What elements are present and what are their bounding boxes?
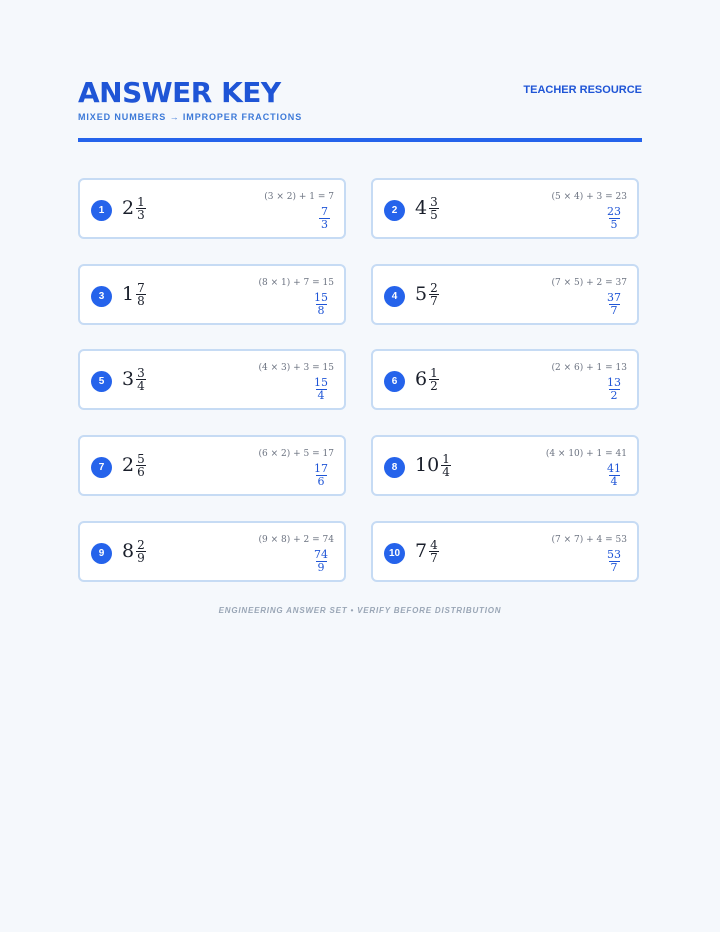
mixed-number [415, 453, 451, 478]
answer-numerator: 41 [607, 462, 621, 475]
answer-card-3 [78, 264, 346, 325]
whole-part: 5 [415, 283, 428, 305]
answer-numerator: 15 [314, 376, 328, 389]
problem-number-badge: 4 [384, 286, 405, 307]
answer-card-5 [78, 349, 346, 410]
answer-numerator: 13 [607, 376, 621, 389]
improper-fraction-answer [605, 463, 623, 488]
answer-card-6 [371, 349, 639, 410]
denominator: 6 [137, 465, 145, 479]
denominator: 9 [137, 551, 145, 565]
whole-part: 3 [122, 368, 135, 390]
work-step: (7 × 5) + 2 = 37 [551, 278, 627, 288]
whole-part: 7 [415, 540, 428, 562]
whole-part: 10 [415, 454, 440, 476]
improper-fraction-answer [312, 463, 330, 488]
fraction-part [136, 367, 146, 392]
improper-fraction-answer [605, 292, 623, 317]
answer-denominator: 6 [317, 475, 325, 488]
problem-number-badge: 2 [384, 200, 405, 221]
problem-number-badge: 7 [91, 457, 112, 478]
whole-part: 8 [122, 540, 135, 562]
numerator: 3 [430, 195, 438, 209]
denominator: 3 [137, 208, 145, 222]
numerator: 5 [137, 452, 145, 466]
mixed-number [122, 539, 146, 564]
answer-denominator: 7 [610, 561, 618, 574]
whole-part: 2 [122, 197, 135, 219]
answer-card-7 [78, 435, 346, 496]
whole-part: 2 [122, 454, 135, 476]
whole-part: 4 [415, 197, 428, 219]
numerator: 1 [442, 452, 450, 466]
answer-card-9 [78, 521, 346, 582]
improper-fraction-answer [312, 377, 330, 402]
header-divider [78, 138, 642, 142]
answer-denominator: 4 [317, 389, 325, 402]
whole-part: 6 [415, 368, 428, 390]
mixed-number [415, 367, 439, 392]
improper-fraction-answer [312, 292, 330, 317]
page-title: ANSWER KEY [78, 76, 281, 109]
fraction-part [429, 196, 439, 221]
improper-fraction-answer [312, 549, 330, 574]
denominator: 2 [430, 379, 438, 393]
footer-note: ENGINEERING ANSWER SET • VERIFY BEFORE DISTRIBUTION [218, 606, 502, 615]
answer-denominator: 9 [317, 561, 325, 574]
problem-number-badge: 5 [91, 371, 112, 392]
work-step: (5 × 4) + 3 = 23 [551, 192, 627, 202]
answer-numerator: 15 [314, 291, 328, 304]
numerator: 2 [137, 538, 145, 552]
mixed-number [122, 196, 146, 221]
improper-fraction-answer [605, 549, 623, 574]
answer-grid [78, 178, 642, 586]
numerator: 1 [430, 366, 438, 380]
work-step: (6 × 2) + 5 = 17 [258, 449, 334, 459]
answer-numerator: 37 [607, 291, 621, 304]
answer-numerator: 53 [607, 548, 621, 561]
answer-denominator: 5 [610, 218, 618, 231]
work-step: (2 × 6) + 1 = 13 [551, 363, 627, 373]
fraction-part [429, 367, 439, 392]
numerator: 2 [430, 281, 438, 295]
mixed-number [122, 453, 146, 478]
work-step: (4 × 3) + 3 = 15 [258, 363, 334, 373]
answer-numerator: 17 [314, 462, 328, 475]
answer-numerator: 74 [314, 548, 328, 561]
work-step: (8 × 1) + 7 = 15 [258, 278, 334, 288]
denominator: 8 [137, 294, 145, 308]
denominator: 7 [430, 294, 438, 308]
mixed-number [415, 539, 439, 564]
problem-number-badge: 6 [384, 371, 405, 392]
answer-denominator: 8 [317, 304, 325, 317]
denominator: 5 [430, 208, 438, 222]
resource-label: TEACHER RESOURCE [523, 84, 642, 96]
mixed-number [122, 367, 146, 392]
improper-fraction-answer [605, 206, 623, 231]
answer-card-2 [371, 178, 639, 239]
answer-card-10 [371, 521, 639, 582]
fraction-part [441, 453, 451, 478]
answer-card-1 [78, 178, 346, 239]
mixed-number [122, 282, 146, 307]
numerator: 7 [137, 281, 145, 295]
work-step: (4 × 10) + 1 = 41 [545, 449, 627, 459]
improper-fraction-answer [319, 206, 330, 231]
denominator: 4 [137, 379, 145, 393]
problem-number-badge: 3 [91, 286, 112, 307]
numerator: 3 [137, 366, 145, 380]
mixed-number [415, 196, 439, 221]
fraction-part [136, 453, 146, 478]
numerator: 4 [430, 538, 438, 552]
answer-numerator: 23 [607, 205, 621, 218]
problem-number-badge: 9 [91, 543, 112, 564]
whole-part: 1 [122, 283, 135, 305]
fraction-part [136, 539, 146, 564]
answer-denominator: 2 [610, 389, 618, 402]
work-step: (3 × 2) + 1 = 7 [264, 192, 334, 202]
answer-numerator: 7 [321, 205, 328, 218]
answer-card-8 [371, 435, 639, 496]
fraction-part [136, 196, 146, 221]
denominator: 4 [442, 465, 450, 479]
problem-number-badge: 8 [384, 457, 405, 478]
answer-denominator: 4 [610, 475, 618, 488]
denominator: 7 [430, 551, 438, 565]
improper-fraction-answer [605, 377, 623, 402]
problem-number-badge: 10 [384, 543, 405, 564]
answer-denominator: 3 [321, 218, 328, 231]
fraction-part [429, 539, 439, 564]
mixed-number [415, 282, 439, 307]
answer-denominator: 7 [610, 304, 618, 317]
answer-card-4 [371, 264, 639, 325]
work-step: (7 × 7) + 4 = 53 [551, 535, 627, 545]
work-step: (9 × 8) + 2 = 74 [258, 535, 334, 545]
page-subtitle: MIXED NUMBERS → IMPROPER FRACTIONS [78, 112, 303, 122]
fraction-part [136, 282, 146, 307]
numerator: 1 [137, 195, 145, 209]
page-header [78, 78, 642, 142]
fraction-part [429, 282, 439, 307]
problem-number-badge: 1 [91, 200, 112, 221]
